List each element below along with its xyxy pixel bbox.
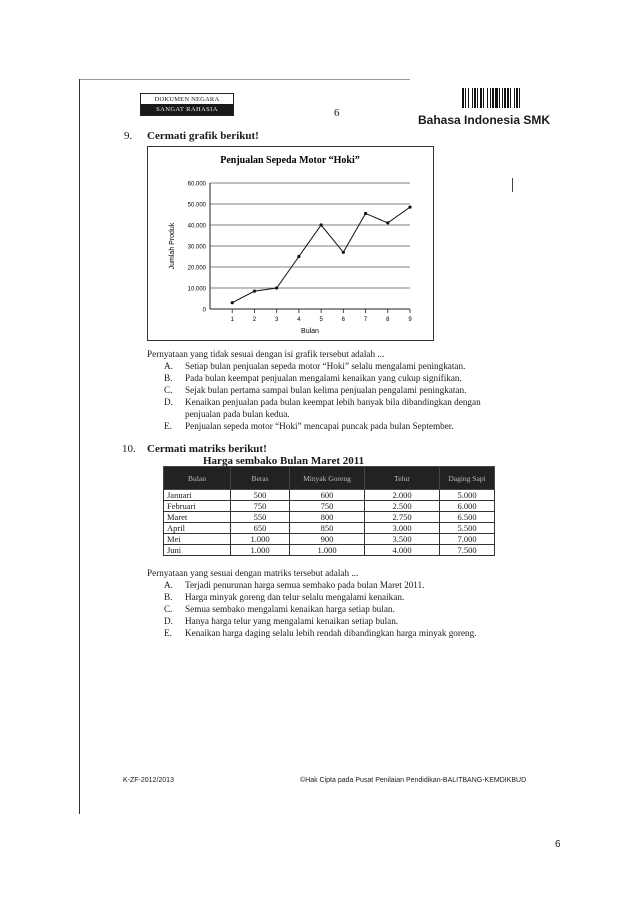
matrix-header-row <box>164 467 495 490</box>
page-number: 6 <box>334 107 340 119</box>
q10-option-d[interactable] <box>164 615 554 627</box>
question-10-title: Cermati matriks berikut! <box>147 443 267 455</box>
value-cell: 550 <box>231 512 290 523</box>
x-tick-label: 5 <box>319 317 323 323</box>
option-letter: D. <box>164 397 173 407</box>
value-cell: 850 <box>290 523 365 534</box>
value-cell: 1.000 <box>231 545 290 556</box>
option-letter: E. <box>164 628 172 638</box>
value-cell: 650 <box>231 523 290 534</box>
month-cell: Maret <box>164 512 231 523</box>
table-row <box>164 523 495 534</box>
value-cell: 900 <box>290 534 365 545</box>
option-text: Kenaikan penjualan pada bulan keempat lebih banyak bila dibandingkan dengan <box>185 397 481 407</box>
month-cell: Februari <box>164 501 231 512</box>
table-row <box>164 490 495 501</box>
value-cell: 5.500 <box>440 523 495 534</box>
question-9-title: Cermati grafik berikut! <box>147 130 259 142</box>
value-cell: 800 <box>290 512 365 523</box>
data-point <box>297 255 300 258</box>
margin-mark <box>512 178 513 192</box>
data-point <box>275 286 278 289</box>
option-text: Sejak bulan pertama sampai bulan kelima penjualan pengalami peningkatan. <box>185 385 467 395</box>
option-text: Setiap bulan penjualan sepeda motor “Hoki” selalu mengalami peningkatan. <box>185 361 466 371</box>
column-header: Minyak Goreng <box>290 467 365 490</box>
value-cell: 600 <box>290 490 365 501</box>
x-tick-label: 3 <box>274 317 279 323</box>
option-letter: D. <box>164 616 173 626</box>
value-cell: 2.000 <box>365 490 440 501</box>
value-cell: 2.500 <box>365 501 440 512</box>
column-header: Telur <box>365 467 440 490</box>
x-tick-label: 6 <box>341 317 346 323</box>
table-row <box>164 501 495 512</box>
value-cell: 6.000 <box>440 501 495 512</box>
q9-option-d[interactable] <box>164 396 534 420</box>
value-cell: 500 <box>231 490 290 501</box>
question-9-statement: Pernyataan yang tidak sesuai dengan isi grafik tersebut adalah ... <box>147 349 385 359</box>
barcode-icon <box>462 88 550 108</box>
option-letter: A. <box>164 580 173 590</box>
value-cell: 4.000 <box>365 545 440 556</box>
value-cell: 3.000 <box>365 523 440 534</box>
q9-option-b[interactable] <box>164 372 534 384</box>
line-chart <box>148 147 433 340</box>
option-text: Penjualan sepeda motor “Hoki” mencapai puncak pada bulan September. <box>185 421 454 431</box>
option-letter: A. <box>164 361 173 371</box>
x-tick-label: 2 <box>252 317 257 323</box>
option-letter: B. <box>164 373 173 383</box>
data-point <box>408 206 411 209</box>
barcode-bar <box>520 88 522 108</box>
value-cell: 750 <box>290 501 365 512</box>
subject-title: Bahasa Indonesia SMK <box>418 113 551 127</box>
q9-option-c[interactable] <box>164 384 534 396</box>
x-tick-label: 4 <box>297 317 301 323</box>
x-tick-label: 7 <box>363 317 368 323</box>
y-tick-label: 30.000 <box>187 244 206 251</box>
option-text: Pada bulan keempat penjualan mengalami kenaikan yang cukup signifikan. <box>185 373 462 383</box>
copyright-notice: ©Hak Cipta pada Pusat Penilaian Pendidikan-BALITBANG-KEMDIKBUD <box>300 777 527 784</box>
y-tick-label: 20.000 <box>187 265 206 272</box>
y-tick-label: 40.000 <box>187 223 206 230</box>
x-tick-label: 9 <box>408 317 412 323</box>
q9-option-e[interactable] <box>164 420 534 432</box>
x-axis-label: Bulan <box>301 328 319 335</box>
data-point <box>231 301 234 304</box>
value-cell: 1.000 <box>231 534 290 545</box>
option-text-continued: penjualan pada bulan kedua. <box>185 409 290 419</box>
option-letter: B. <box>164 592 173 602</box>
y-tick-label: 10.000 <box>187 286 206 293</box>
matrix-title: Harga sembako Bulan Maret 2011 <box>203 455 365 467</box>
q10-option-e[interactable] <box>164 627 554 639</box>
price-matrix <box>163 466 495 556</box>
value-cell: 1.000 <box>290 545 365 556</box>
q9-option-a[interactable] <box>164 360 534 372</box>
table-row <box>164 512 495 523</box>
value-cell: 3.500 <box>365 534 440 545</box>
value-cell: 750 <box>231 501 290 512</box>
option-text: Kenaikan harga daging selalu lebih rendah dibandingkan harga minyak goreng. <box>185 628 477 638</box>
column-header: Daging Sapi <box>440 467 495 490</box>
question-10-number: 10. <box>122 443 136 455</box>
y-tick-label: 50.000 <box>187 202 206 209</box>
footer-page-number: 6 <box>555 839 561 850</box>
option-text: Hanya harga telur yang mengalami kenaikan setiap bulan. <box>185 616 399 626</box>
month-cell: Juni <box>164 545 231 556</box>
stamp-line-1: DOKUMEN NEGARA <box>141 94 233 104</box>
option-letter: C. <box>164 385 173 395</box>
question-10-statement: Pernyataan yang sesuai dengan matriks tersebut adalah ... <box>147 568 359 578</box>
month-cell: April <box>164 523 231 534</box>
value-cell: 7.500 <box>440 545 495 556</box>
option-text: Terjadi penurunan harga semua sembako pada bulan Maret 2011. <box>185 580 425 590</box>
data-point <box>386 221 389 224</box>
x-tick-label: 8 <box>386 317 390 323</box>
month-cell: Januari <box>164 490 231 501</box>
data-point <box>253 290 256 293</box>
y-axis-label: Jumlah Produk <box>169 222 176 270</box>
option-letter: E. <box>164 421 172 431</box>
y-tick-label: 0 <box>202 307 206 314</box>
value-cell: 7.000 <box>440 534 495 545</box>
data-point <box>364 212 367 215</box>
option-text: Harga minyak goreng dan telur selalu mengalami kenaikan. <box>185 592 405 602</box>
q10-option-a[interactable] <box>164 579 554 591</box>
question-9-number: 9. <box>124 130 133 142</box>
x-tick-label: 1 <box>230 317 234 323</box>
option-text: Semua sembako mengalami kenaikan harga setiap bulan. <box>185 604 395 614</box>
column-header: Bulan <box>164 467 231 490</box>
data-point <box>342 251 345 254</box>
value-cell: 5.000 <box>440 490 495 501</box>
value-cell: 6.500 <box>440 512 495 523</box>
table-row <box>164 545 495 556</box>
stamp-line-2: SANGAT RAHASIA <box>141 104 233 115</box>
top-rule <box>80 79 410 80</box>
document-code: K-ZF-2012/2013 <box>123 777 174 784</box>
data-point <box>320 223 323 226</box>
chart-title: Penjualan Sepeda Motor “Hoki” <box>220 155 360 166</box>
q10-option-b[interactable] <box>164 591 554 603</box>
chart-box <box>147 146 434 341</box>
table-row <box>164 534 495 545</box>
q10-option-c[interactable] <box>164 603 554 615</box>
left-margin-rule <box>79 79 80 814</box>
column-header: Beras <box>231 467 290 490</box>
y-tick-label: 60.000 <box>187 181 206 188</box>
month-cell: Mei <box>164 534 231 545</box>
option-letter: C. <box>164 604 173 614</box>
classification-stamp <box>140 93 234 116</box>
value-cell: 2.750 <box>365 512 440 523</box>
